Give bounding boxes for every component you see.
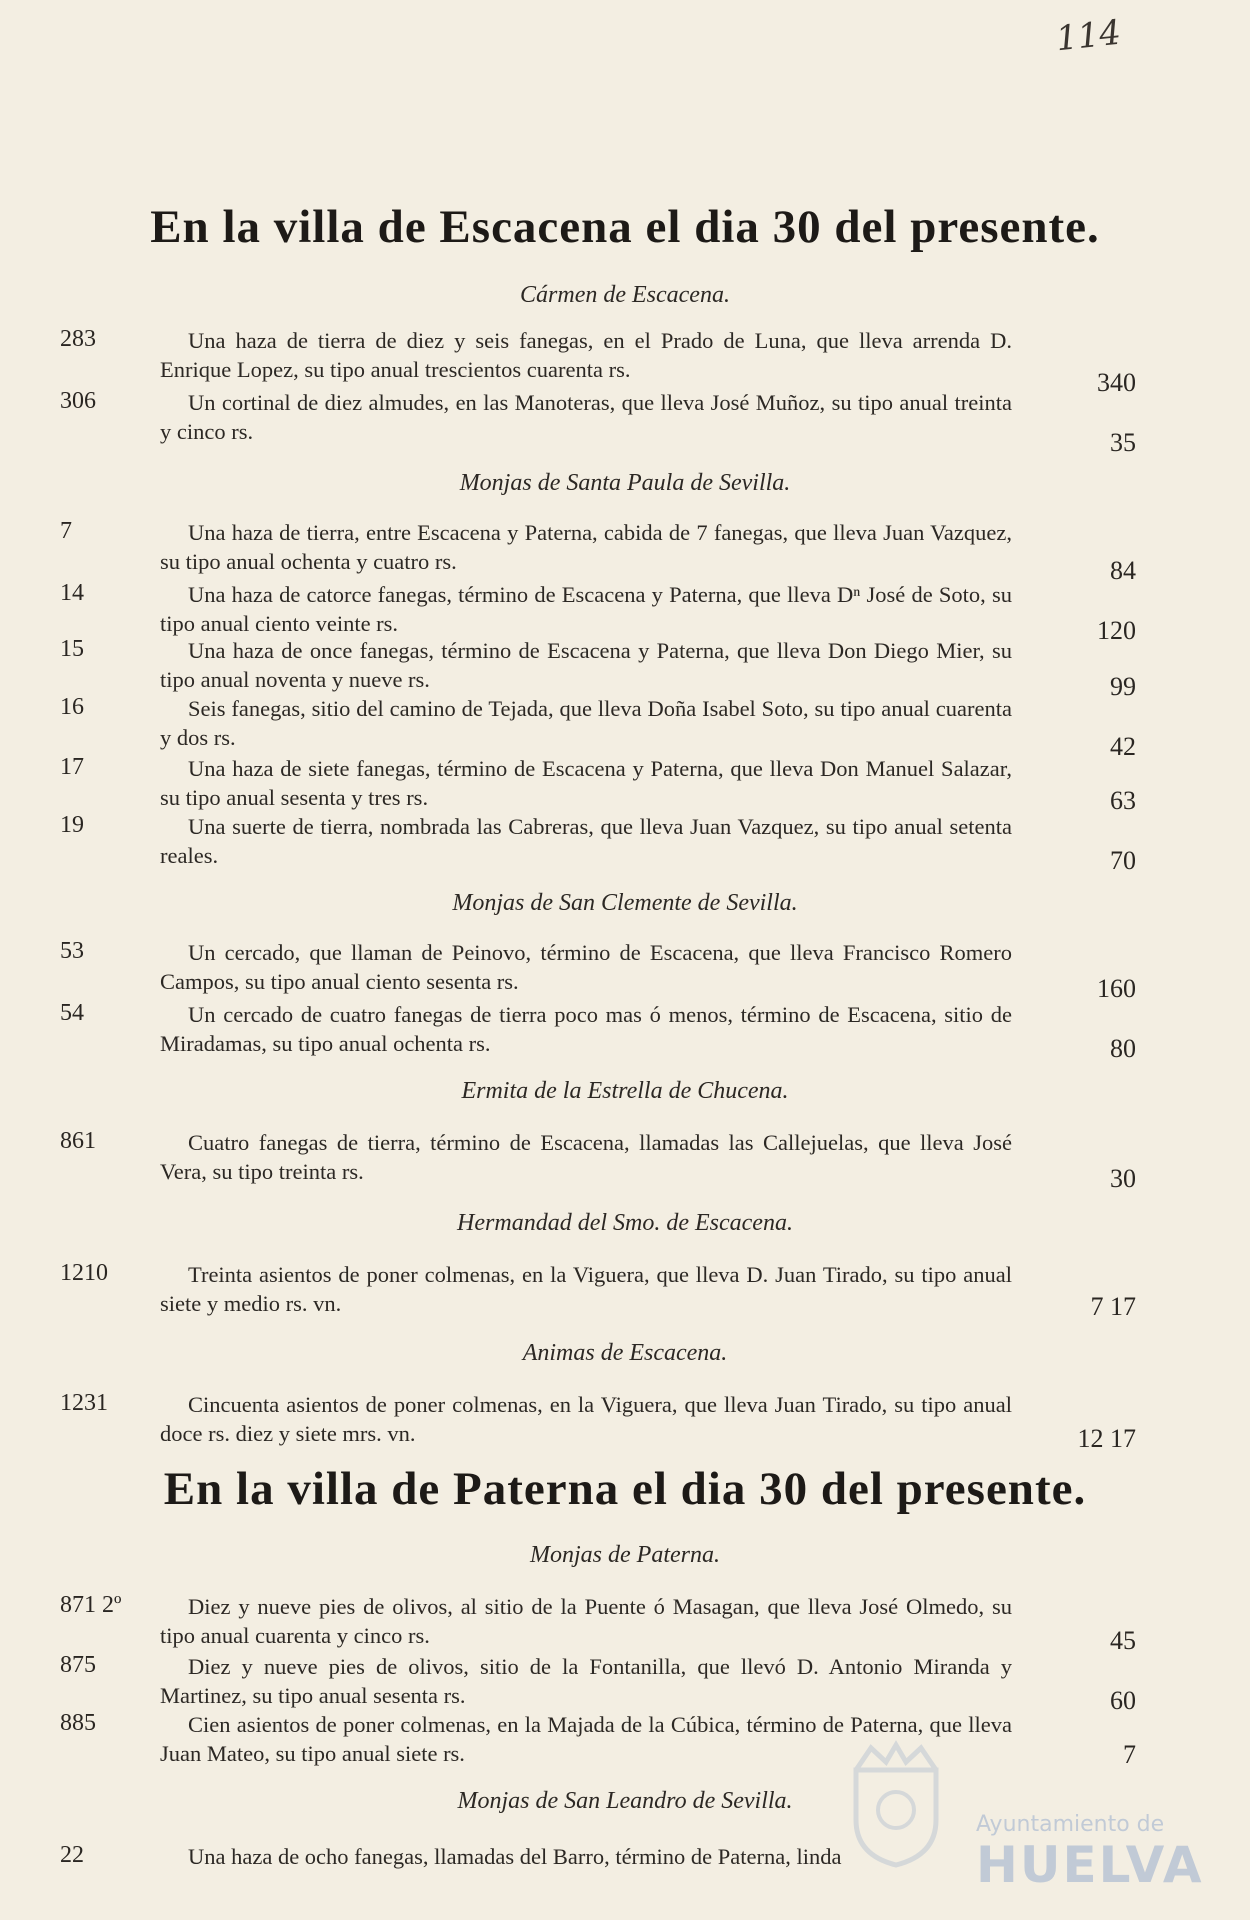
section-title: Ermita de la Estrella de Chucena. — [461, 1078, 789, 1104]
entry-amount: 340 — [1097, 368, 1136, 397]
entry-amount: 84 — [1110, 556, 1136, 585]
heading-paterna: En la villa de Paterna el dia 30 del presente. — [163, 1463, 1087, 1515]
entry-number: 861 — [60, 1128, 96, 1154]
entry-text: Una haza de ocho fanegas, llamadas del Barro, término de Paterna, linda — [188, 1844, 842, 1869]
entry-text: Seis fanegas, sitio del camino de Tejada, que lleva Doña Isabel Soto, su tipo anual cuarenta y dos rs. — [160, 696, 1012, 750]
entry-number: 17 — [60, 754, 84, 780]
section-title: Monjas de San Leandro de Sevilla. — [457, 1788, 793, 1814]
entry-amount: 63 — [1110, 786, 1136, 815]
entry-amount: 45 — [1110, 1626, 1136, 1655]
entry-number: 54 — [60, 1000, 84, 1026]
entry-text: Una haza de once fanegas, término de Escacena y Paterna, que lleva Don Diego Mier, su tipo anual noventa y nueve rs. — [160, 638, 1012, 692]
heading-escacena: En la villa de Escacena el dia 30 del presente. — [150, 201, 1100, 253]
coat-of-arms-icon — [836, 1740, 956, 1870]
entry-number: 875 — [60, 1652, 96, 1678]
entry-text: Una haza de tierra, entre Escacena y Paterna, cabida de 7 fanegas, que lleva Juan Vazquez, su tipo anual ochenta y cuatro rs. — [160, 520, 1012, 574]
entry-text: Diez y nueve pies de olivos, sitio de la Fontanilla, que llevó D. Antonio Miranda y Martinez, su tipo anual sesenta rs. — [160, 1654, 1012, 1708]
entry-amount: 160 — [1097, 974, 1136, 1003]
entry-text: Una suerte de tierra, nombrada las Cabreras, que lleva Juan Vazquez, su tipo anual setenta reales. — [160, 814, 1012, 868]
entry-amount: 42 — [1110, 732, 1136, 761]
entry-text: Un cercado, que llaman de Peinovo, término de Escacena, que lleva Francisco Romero Campos, su tipo anual ciento sesenta rs. — [160, 940, 1012, 994]
entry-number: 16 — [60, 694, 84, 720]
entry-amount: 80 — [1110, 1034, 1136, 1063]
entry-amount: 120 — [1097, 616, 1136, 645]
section-title: Cármen de Escacena. — [520, 282, 730, 308]
entry-number: 22 — [60, 1842, 84, 1868]
entry-text: Cuatro fanegas de tierra, término de Escacena, llamadas las Callejuelas, que lleva José Vera, su tipo treinta rs. — [160, 1130, 1012, 1184]
entry-number: 53 — [60, 938, 84, 964]
entry-number: 14 — [60, 580, 84, 606]
entry-amount: 12 17 — [1077, 1424, 1136, 1453]
entry-text: Un cercado de cuatro fanegas de tierra poco mas ó menos, término de Escacena, sitio de Miradamas, su tipo anual ochenta rs. — [160, 1002, 1012, 1056]
watermark-title: HUELVA — [976, 1836, 1204, 1894]
page-number: 114 — [1054, 12, 1123, 60]
entry-number: 19 — [60, 812, 84, 838]
section-title: Animas de Escacena. — [522, 1340, 728, 1366]
entry-amount: 35 — [1110, 428, 1136, 457]
entry-number: 283 — [60, 326, 96, 352]
section-title: Hermandad del Smo. de Escacena. — [457, 1210, 793, 1236]
section-title: Monjas de Paterna. — [530, 1542, 720, 1568]
entry-amount: 60 — [1110, 1686, 1136, 1715]
entry-text: Un cortinal de diez almudes, en las Manoteras, que lleva José Muñoz, su tipo anual treinta y cinco rs. — [160, 390, 1012, 444]
entry-number: 306 — [60, 388, 96, 414]
entry-amount: 30 — [1110, 1164, 1136, 1193]
entry-text: Treinta asientos de poner colmenas, en la Viguera, que lleva D. Juan Tirado, su tipo anual siete y medio rs. vn. — [160, 1262, 1012, 1316]
section-title: Monjas de San Clemente de Sevilla. — [452, 890, 798, 916]
entry-text: Cien asientos de poner colmenas, en la Majada de la Cúbica, término de Paterna, que lleva Juan Mateo, su tipo anual siete rs. — [160, 1712, 1012, 1766]
entry-text: Una haza de siete fanegas, término de Escacena y Paterna, que lleva Don Manuel Salazar, su tipo anual sesenta y tres rs. — [160, 756, 1012, 810]
entry-text: Una haza de tierra de diez y seis fanegas, en el Prado de Luna, que lleva arrenda D. Enrique Lopez, su tipo anual trescientos cuarenta rs. — [160, 328, 1012, 382]
entry-text: Una haza de catorce fanegas, término de Escacena y Paterna, que lleva Dⁿ José de Soto, su tipo anual ciento veinte rs. — [160, 582, 1012, 636]
entry-amount: 7 — [1123, 1740, 1136, 1769]
entry-amount: 70 — [1110, 846, 1136, 875]
entry-number: 7 — [60, 518, 72, 544]
entry-text: Cincuenta asientos de poner colmenas, en la Viguera, que lleva Juan Tirado, su tipo anual doce rs. diez y siete mrs. vn. — [160, 1392, 1012, 1446]
entry-number: 1231 — [60, 1390, 108, 1416]
entry-number: 1210 — [60, 1260, 108, 1286]
entry-number: 885 — [60, 1710, 96, 1736]
watermark-subtitle: Ayuntamiento de — [976, 1812, 1165, 1837]
entry-number: 15 — [60, 636, 84, 662]
section-title: Monjas de Santa Paula de Sevilla. — [459, 470, 791, 496]
entry-text: Diez y nueve pies de olivos, al sitio de la Puente ó Masagan, que lleva José Olmedo, su tipo anual cuarenta y cinco rs. — [160, 1594, 1012, 1648]
entry-amount: 7 17 — [1090, 1292, 1136, 1321]
entry-amount: 99 — [1110, 672, 1136, 701]
entry-number: 871 2º — [60, 1592, 122, 1618]
